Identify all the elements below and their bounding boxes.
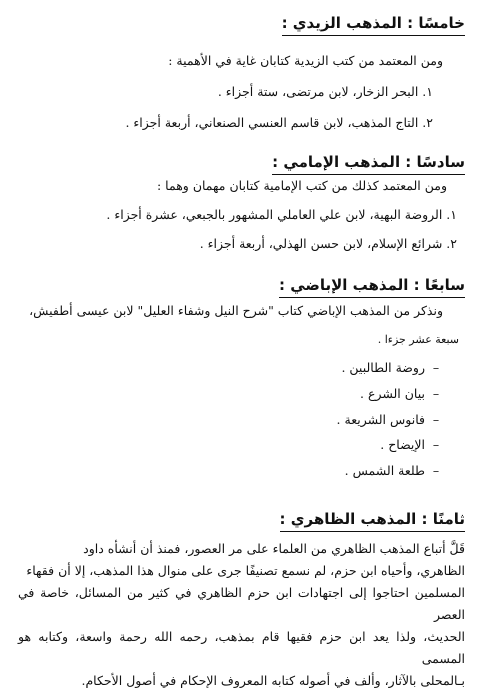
list-item: –روضة الطالبين .: [341, 360, 440, 375]
list-item: ٢. شرائع الإسلام، لابن حسن الهذلي، أربعة أجزاء .: [199, 236, 457, 251]
list-item: ٢. التاج المذهب، لابن قاسم العنسي الصنعاني، أربعة أجزاء .: [125, 115, 433, 130]
section-heading-zaydi: خامسًا : المذهب الزيدي :: [282, 14, 465, 32]
paragraph-line: الحديث، ولذا يعد ابن حزم فقيها قام بمذهب، رحمه الله رحمة واسعة، وكتابه هو المسمى: [18, 629, 465, 666]
section-heading-imami: سادسًا : المذهب الإمامي :: [272, 153, 465, 171]
section-paragraph-zahiri: [18, 538, 465, 692]
section-heading-zahiri: ثامنًا : المذهب الظاهري :: [280, 510, 465, 528]
section-intro-ibadi-cont: سبعة عشر جزءا .: [377, 333, 459, 346]
list-item: ١. البحر الزخار، لابن مرتضى، ستة أجزاء .: [217, 84, 433, 99]
paragraph-line: قَلَّ أتباع المذهب الظاهري من العلماء على مر العصور، فمنذ أن أنشأه داود: [83, 541, 465, 556]
paragraph-line: الظاهري، وأحياه ابن حزم، لم نسمع تصنيفًا جرى على منوال هذا المذهب، إلا أن فقهاء: [26, 563, 465, 578]
paragraph-line: المسلمين احتاجوا إلى اجتهادات ابن حزم الظاهري في كثير من المسائل، خاصة في العصر: [18, 585, 465, 622]
section-intro-imami: ومن المعتمد كذلك من كتب الإمامية كتابان مهمان وهما :: [157, 178, 447, 193]
section-intro-zaydi: ومن المعتمد من كتب الزيدية كتابان غاية في الأهمية :: [168, 53, 443, 68]
list-item: –بيان الشرع .: [360, 386, 440, 401]
section-heading-ibadi: سابعًا : المذهب الإباضي :: [279, 276, 465, 294]
paragraph-line: بـالمحلى بالآثار، وألف في أصوله كتابه المعروف الإحكام في أصول الأحكام.: [81, 673, 465, 688]
list-item: –الإيضاح .: [380, 437, 440, 452]
section-intro-ibadi: ونذكر من المذهب الإباضي كتاب "شرح النيل وشفاء العليل" لابن عيسى أطفيش،: [29, 303, 443, 318]
list-item: –طلعة الشمس .: [344, 463, 440, 478]
list-item: –فانوس الشريعة .: [336, 412, 440, 427]
list-item: ١. الروضة البهية، لابن علي العاملي المشهور بالجبعي، عشرة أجزاء .: [106, 207, 457, 222]
